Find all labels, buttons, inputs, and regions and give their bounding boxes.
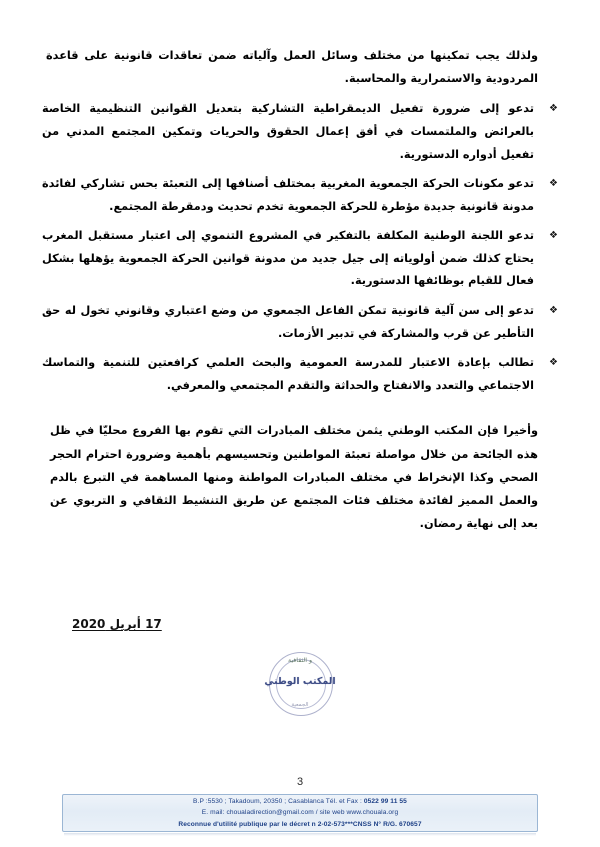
closing-block: [36, 419, 564, 535]
list-item-text: تدعو اللجنة الوطنية المكلفة بالتفكير في المشروع التنموي إلى اعتبار مستقبل المغرب يحتاج كذلك ضمن أولوياته إلى جيل جديد من مدونة قوانين الحركة الجمعوية يؤهلها بشكل فعال للقيام بوظائفها الدستورية.: [42, 229, 534, 288]
list-item-text: تدعو إلى سن آلية قانونية تمكن الفاعل الجمعوي من وضع اعتباري وقانوني تخول له حق التأطير عن قرب والمشاركة في تدبير الأزمات.: [42, 304, 534, 340]
stamp-seal-icon: [263, 650, 337, 720]
footer-legal-line: Reconnue d'utilité publique par le décret n 2-02-573***CNSS N° R/G. 670657: [178, 820, 422, 828]
list-item-text: تدعو مكونات الحركة الجمعوية المغربية بمختلف أصنافها إلى التعبئة بحس تشاركي لفائدة مدونة قانونية جديدة مؤطرة للحركة الجمعوية تخدم تحديث ودمقرطة المجتمع.: [42, 177, 534, 213]
footer-shadow: [64, 833, 536, 836]
intro-paragraph: ولذلك يجب تمكينها من مختلف وسائل العمل وآلياته ضمن تعاقدات قانونية على قاعدة المردودية والاستمرارية والمحاسبة.: [46, 49, 538, 86]
document-date: 17 أبريل 2020: [72, 617, 162, 631]
bullet-diamond-icon: ❖: [549, 230, 558, 242]
bullet-diamond-icon: ❖: [549, 357, 558, 369]
bullet-diamond-icon: ❖: [549, 103, 558, 115]
list-item-text: تطالب بإعادة الاعتبار للمدرسة العمومية والبحث العلمي كرافعتين للتنمية والتماسك الاجتماعي والتعدد والانفتاح والحداثة والتقدم المجتمعي والمعرفي.: [42, 356, 534, 392]
closing-paragraph: وأخيرا فإن المكتب الوطني يثمن مختلف المبادرات التي تقوم بها الفروع محليّا في ظل هذه الجائحة من خلال مواصلة تعبئة المواطنين وتحسيسهم بأهمية وضرورة احترام الحجر الصحي وكذا الإنخراط في مختلف المبادرات المواطنة ومنها المساهمة في التبرع بالدم والعمل المميز لفائدة مختلف فئات المجتمع عن طريق التنشيط الثقافي و التربوي عن بعد إلى نهاية رمضان.: [50, 424, 538, 531]
footer-email-line: E. mail: choualadirection@gmail.com / site web www.chouala.org: [201, 809, 399, 817]
list-item-text: تدعو إلى ضرورة تفعيل الديمقراطية التشاركية بتعديل القوانين التنظيمية الخاصة بالعرائض والملتمسات في أفق إعمال الحقوق والحريات وتمكين المجتمع المدني من تفعيل أدواره الدستورية.: [42, 102, 534, 161]
list-item: [36, 300, 564, 345]
footer-contact-box: [62, 794, 538, 832]
list-item: [36, 98, 564, 166]
bullet-diamond-icon: ❖: [549, 305, 558, 317]
list-item: [36, 352, 564, 397]
footer-address-text: B.P :5530 ; Takadoum, 20350 ; Casablanca Tél. et Fax :: [193, 798, 364, 805]
footer-phone-number: 0522 99 11 55: [363, 798, 407, 805]
stamp-center-text: المكتب الوطني: [264, 676, 336, 687]
demands-list: [36, 98, 564, 397]
stamp-arc-top-text: و الثقافية: [287, 657, 313, 664]
footer-address-line: [193, 796, 407, 807]
document-body: [36, 44, 564, 535]
list-item: [36, 225, 564, 293]
stamp-arc-bottom-text: الجمعية: [291, 702, 309, 708]
page-number: 3: [296, 776, 304, 788]
list-item: [36, 173, 564, 218]
bullet-diamond-icon: ❖: [549, 178, 558, 190]
official-stamp: [0, 650, 600, 720]
